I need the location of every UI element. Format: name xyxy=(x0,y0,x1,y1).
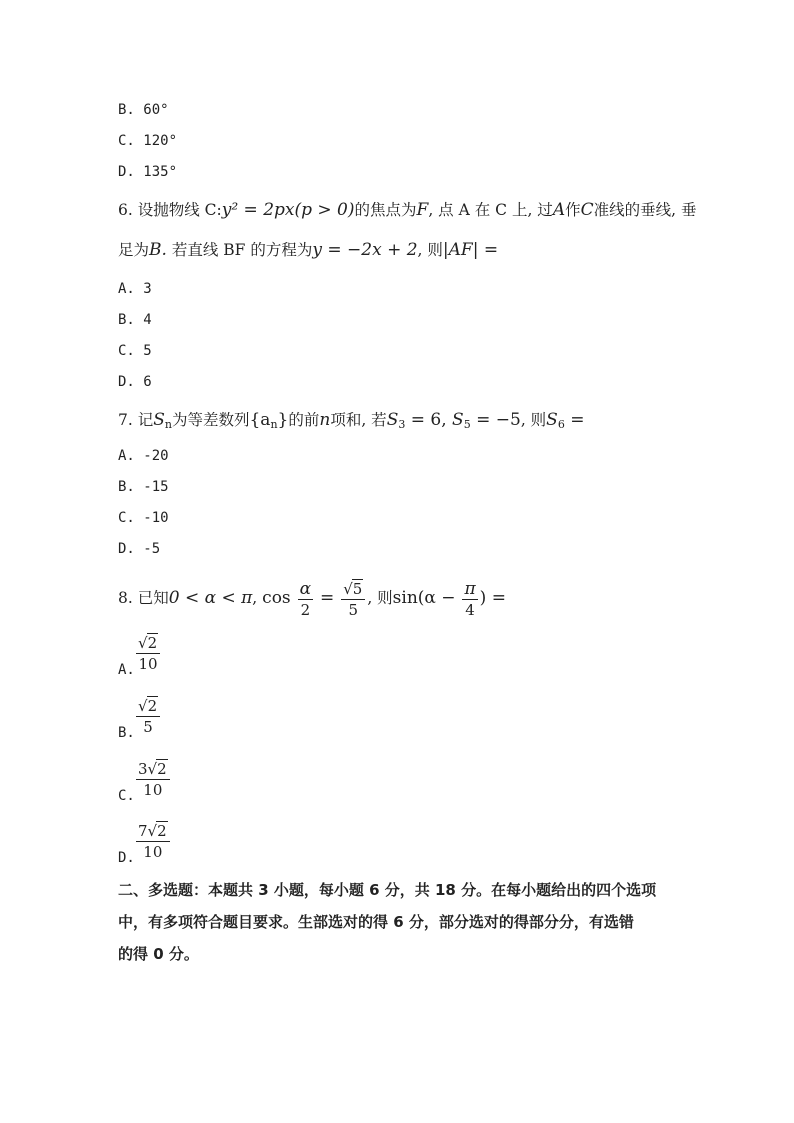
q6-line-eq: y = −2x + 2 xyxy=(312,240,418,260)
q6-parabola-eq: y² = 2px(p > 0) xyxy=(221,200,355,220)
q8-option-a: A. $\frac{√2}{10}$ xyxy=(118,634,198,678)
q6-option-c: C. 5 xyxy=(118,343,152,359)
q8-alpha-over-2: $\frac{\alpha}{2}$ xyxy=(299,578,312,619)
q7-option-b: B. -15 xyxy=(118,479,169,495)
q7-stem: 7. 记$S_n$为等差数列$\{a_n\}$的前n项和, 若$S_3 = 6$, $S_5 = -5$, 则$S_6$ = xyxy=(118,410,585,431)
section2-line3: 的得 0 分。 xyxy=(118,945,199,963)
q7-option-d: D. -5 xyxy=(118,541,161,557)
section2-line1: 二、多选题：本题共 3 小题，每小题 6 分，共 18 分。在每小题给出的四个选项 xyxy=(118,881,657,899)
q8-option-d: D. $\frac{7√2}{10}$ xyxy=(118,822,198,866)
q6-stem-line1: 6. 设抛物线 C:y² = 2px(p > 0)的焦点为F, 点 A 在 C 上, 过A作C准线的垂线, 垂 xyxy=(118,200,697,220)
q6-option-a: A. 3 xyxy=(118,281,152,297)
q8-pi-over-4: $\frac{\pi}{4}$ xyxy=(464,578,476,619)
q8-option-c: C. $\frac{3√2}{10}$ xyxy=(118,760,198,804)
q6-option-d: D. 6 xyxy=(118,374,152,390)
q8-option-b: B. $\frac{√2}{5}$ xyxy=(118,697,198,741)
q6-option-b: B. 4 xyxy=(118,312,152,328)
q8-stem: 8. 已知0 < α < π, cos $\frac{\alpha}{2}$ = $\frac{√5}{5}$ , 则sin(α − $\frac{\pi}{4}$ ) = xyxy=(118,578,506,619)
q5-option-b: B. 60° xyxy=(118,102,169,118)
q8-sqrt5-over-5: $\frac{√5}{5}$ xyxy=(341,580,365,619)
q7-option-c: C. -10 xyxy=(118,510,169,526)
q7-option-a: A. -20 xyxy=(118,448,169,464)
q6-stem-line2: 足为B. 若直线 BF 的方程为y = −2x + 2, 则|AF| = xyxy=(118,240,499,260)
section2-line2: 中，有多项符合题目要求。生部选对的得 6 分，部分选对的得部分分，有选错 xyxy=(118,913,634,931)
q5-option-c: C. 120° xyxy=(118,133,178,149)
q5-option-d: D. 135° xyxy=(118,164,178,180)
